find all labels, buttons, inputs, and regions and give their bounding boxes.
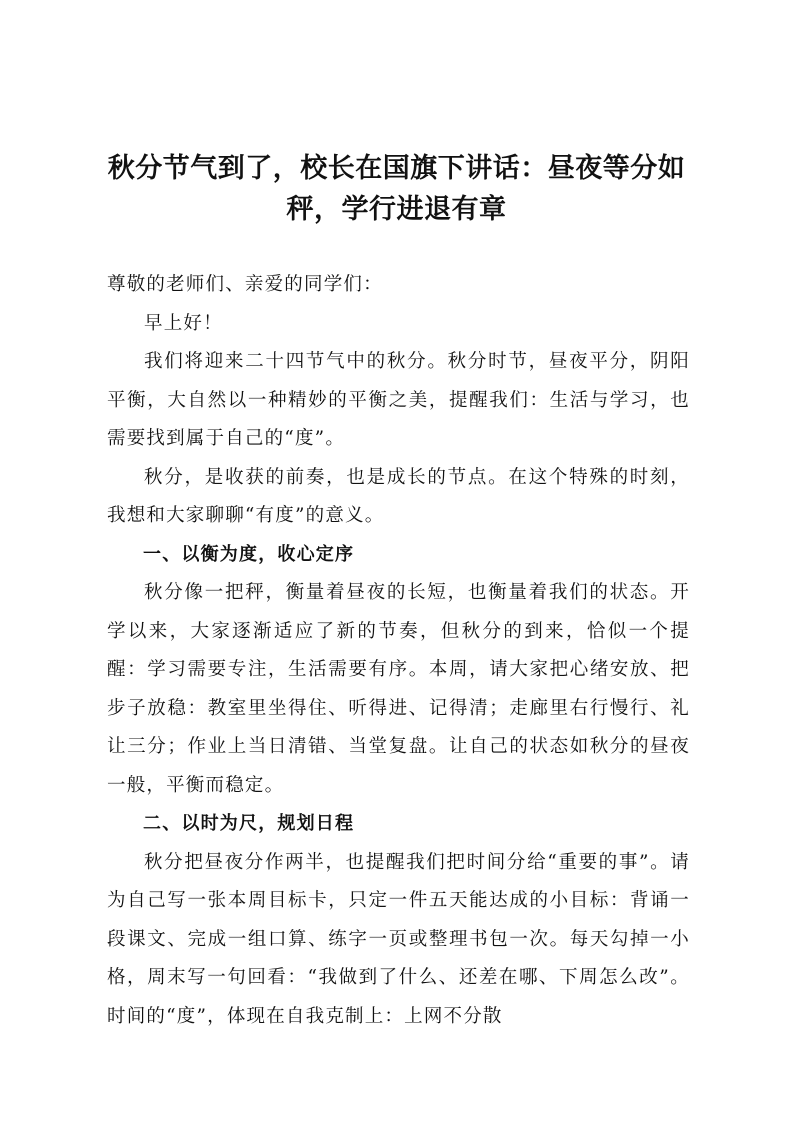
greeting: 早上好！ xyxy=(144,312,223,334)
salutation: 尊敬的老师们、亲爱的同学们： xyxy=(107,274,383,295)
section-heading-1: 一、以衡为度，收心定序 xyxy=(143,543,355,565)
document-title: 秋分节气到了，校长在国旗下讲话：昼夜等分如秤，学行进退有章 xyxy=(107,153,686,225)
paragraph-intro: 我们将迎来二十四节气中的秋分。秋分时节，昼夜平分，阴阳平衡，大自然以一种精妙的平衡之美，提醒我们：生活与学习，也需要找到属于自己的“度”。 xyxy=(107,351,690,449)
paragraph-theme: 秋分，是收获的前奏，也是成长的节点。在这个特殊的时刻，我想和大家聊聊“有度”的意义。 xyxy=(107,466,690,526)
document-body xyxy=(107,266,690,1036)
paragraph-section-2: 秋分把昼夜分作两半，也提醒我们把时间分给“重要的事”。请为自己写一张本周目标卡，只定一件五天能达成的小目标：背诵一段课文、完成一组口算、练字一页或整理书包一次。每天勾掉一小格，周末写一句回看：“我做到了什么、还差在哪、下周怎么改”。时间的“度”，体现在自我克制上：上网不分散 xyxy=(107,851,690,1027)
section-heading-2: 二、以时为尺，规划日程 xyxy=(143,813,355,834)
paragraph-section-1: 秋分像一把秤，衡量着昼夜的长短，也衡量着我们的状态。开学以来，大家逐渐适应了新的节奏，但秋分的到来，恰似一个提醒：学习需要专注，生活需要有序。本周，请大家把心绪安放、把步子放稳：教室里坐得住、听得进、记得清；走廊里右行慢行、礼让三分；作业上当日清错、当堂复盘。让自己的状态如秋分的昼夜一般，平衡而稳定。 xyxy=(107,582,690,796)
